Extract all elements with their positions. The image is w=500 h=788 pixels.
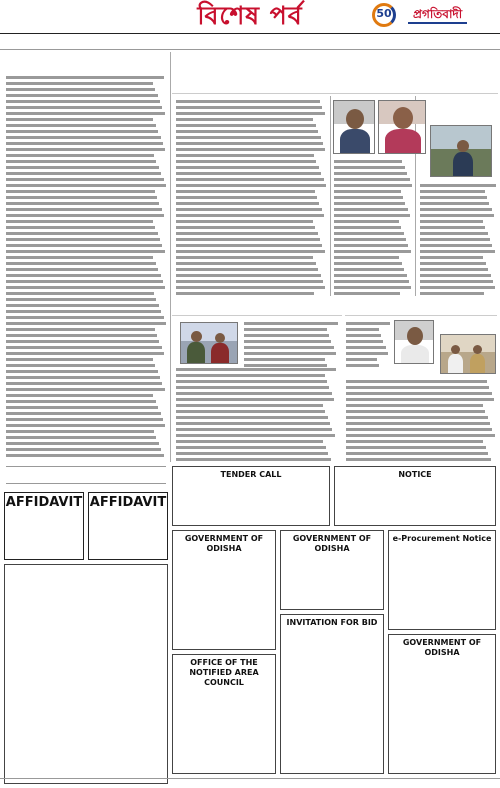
section-title: বিশেষ পর্ব	[197, 1, 303, 30]
text-line	[176, 166, 319, 169]
text-line	[334, 208, 408, 211]
text-line	[176, 398, 334, 401]
text-line	[6, 106, 162, 109]
text-line	[244, 334, 329, 337]
text-line	[6, 280, 163, 283]
text-line	[6, 196, 157, 199]
victim-photo-1	[333, 100, 375, 154]
text-line	[346, 334, 381, 337]
notice-ad-right	[334, 466, 496, 526]
text-line	[420, 262, 486, 265]
text-line	[334, 244, 408, 247]
text-line	[334, 214, 410, 217]
text-line	[346, 422, 490, 425]
invitation-for-bid-title: INVITATION FOR BID	[286, 618, 378, 627]
text-line	[6, 382, 162, 385]
text-line	[176, 232, 318, 235]
text-line	[244, 358, 325, 361]
text-line	[176, 244, 322, 247]
text-line	[6, 220, 153, 223]
text-line	[244, 364, 327, 367]
text-line	[6, 436, 156, 439]
page-footer	[0, 778, 500, 788]
e-procurement-ad	[388, 530, 496, 630]
text-line	[6, 394, 153, 397]
text-line	[420, 214, 494, 217]
text-line	[176, 154, 314, 157]
text-line	[6, 226, 155, 229]
text-line	[6, 340, 159, 343]
text-line	[334, 178, 410, 181]
govt-odisha-title: GOVERNMENT OF ODISHA	[184, 534, 264, 553]
text-line	[6, 376, 160, 379]
govt-odisha-title: GOVERNMENT OF ODISHA	[292, 534, 372, 553]
text-line	[176, 250, 325, 253]
text-line	[176, 274, 321, 277]
tender-call-title: TENDER CALL	[220, 470, 282, 479]
text-line	[176, 238, 320, 241]
scene-photo	[430, 125, 492, 177]
text-line	[346, 352, 388, 355]
text-line	[176, 226, 315, 229]
text-line	[346, 434, 495, 437]
text-line	[176, 404, 323, 407]
text-line	[6, 208, 162, 211]
text-line	[420, 232, 488, 235]
leader-photo	[394, 320, 434, 364]
left-bottom-headline	[6, 466, 166, 484]
text-line	[334, 184, 412, 187]
text-line	[420, 226, 485, 229]
text-line	[346, 398, 494, 401]
text-line	[176, 440, 323, 443]
text-line	[346, 452, 488, 455]
text-line	[346, 386, 489, 389]
text-line	[346, 340, 383, 343]
text-line	[346, 416, 488, 419]
text-line	[6, 118, 153, 121]
text-line	[6, 244, 162, 247]
text-line	[6, 202, 159, 205]
text-line	[6, 418, 163, 421]
text-line	[6, 346, 162, 349]
text-line	[176, 112, 325, 115]
text-line	[176, 410, 325, 413]
text-line	[346, 322, 390, 325]
text-line	[176, 286, 325, 289]
text-line	[6, 142, 163, 145]
text-line	[6, 304, 159, 307]
nac-title: OFFICE OF THE NOTIFIED AREA COUNCIL	[189, 658, 259, 687]
text-line	[420, 196, 487, 199]
govt-odisha-title: GOVERNMENT OF ODISHA	[402, 638, 482, 657]
text-line	[176, 292, 314, 295]
text-line	[6, 76, 164, 79]
text-line	[176, 130, 318, 133]
text-line	[176, 136, 321, 139]
column-divider	[330, 96, 331, 296]
text-line	[420, 202, 489, 205]
affidavit-ad-1	[4, 492, 84, 560]
text-line	[176, 386, 329, 389]
text-line	[176, 148, 325, 151]
text-line	[244, 322, 338, 325]
text-line	[346, 428, 492, 431]
text-line	[6, 184, 166, 187]
text-line	[334, 160, 402, 163]
text-line	[176, 190, 315, 193]
text-line	[6, 250, 165, 253]
text-line	[346, 380, 487, 383]
text-line	[176, 124, 316, 127]
text-line	[334, 268, 404, 271]
text-line	[6, 442, 159, 445]
text-line	[420, 286, 495, 289]
notice-ad-left	[4, 564, 168, 784]
text-line	[420, 208, 492, 211]
text-line	[334, 172, 407, 175]
text-line	[176, 416, 328, 419]
text-line	[176, 184, 326, 187]
text-line	[176, 256, 313, 259]
text-line	[6, 292, 154, 295]
text-line	[346, 364, 379, 367]
text-line	[346, 410, 485, 413]
text-line	[6, 274, 161, 277]
text-line	[6, 160, 156, 163]
govt-odisha-ad-3	[388, 634, 496, 774]
text-line	[6, 124, 156, 127]
text-line	[346, 440, 483, 443]
text-line	[176, 100, 320, 103]
text-line	[6, 388, 165, 391]
text-line	[6, 112, 165, 115]
column-divider	[170, 52, 171, 462]
affidavit-ad-2	[88, 492, 168, 560]
affidavit-heading: AFFIDAVIT	[5, 495, 83, 510]
text-line	[6, 256, 153, 259]
text-line	[6, 430, 154, 433]
text-line	[334, 190, 401, 193]
text-line	[420, 292, 484, 295]
text-line	[6, 154, 154, 157]
text-line	[6, 286, 165, 289]
text-line	[334, 226, 401, 229]
text-line	[6, 370, 158, 373]
text-line	[6, 364, 155, 367]
text-line	[420, 244, 492, 247]
text-line	[6, 400, 156, 403]
text-line	[6, 328, 155, 331]
text-line	[6, 172, 161, 175]
text-line	[6, 82, 153, 85]
text-line	[334, 274, 407, 277]
govt-odisha-ad-1	[172, 530, 276, 650]
text-line	[420, 280, 493, 283]
text-line	[176, 458, 331, 461]
text-line	[6, 334, 157, 337]
text-line	[334, 256, 399, 259]
dateline	[0, 36, 500, 50]
text-line	[6, 406, 158, 409]
text-line	[176, 142, 323, 145]
text-line	[6, 448, 161, 451]
text-line	[6, 100, 160, 103]
second-headline	[172, 298, 342, 316]
text-line	[334, 238, 406, 241]
text-line	[6, 322, 166, 325]
text-line	[176, 280, 323, 283]
text-line	[346, 346, 386, 349]
text-line	[176, 268, 318, 271]
text-line	[6, 166, 159, 169]
text-line	[6, 232, 158, 235]
text-line	[176, 434, 335, 437]
text-line	[176, 428, 332, 431]
text-line	[6, 298, 156, 301]
text-line	[176, 368, 336, 371]
text-line	[176, 208, 322, 211]
text-line	[6, 316, 164, 319]
text-line	[334, 220, 399, 223]
e-procurement-title: e-Procurement Notice	[392, 534, 492, 543]
text-line	[334, 250, 411, 253]
text-line	[334, 202, 405, 205]
text-line	[6, 88, 155, 91]
text-line	[176, 446, 326, 449]
text-line	[346, 328, 379, 331]
text-line	[6, 130, 158, 133]
tender-call-ad	[172, 466, 330, 526]
text-line	[6, 238, 160, 241]
text-line	[334, 232, 404, 235]
text-line	[6, 412, 161, 415]
masthead	[0, 0, 500, 34]
text-line	[244, 346, 334, 349]
text-line	[176, 106, 322, 109]
text-line	[6, 136, 161, 139]
third-headline	[345, 298, 497, 316]
text-line	[6, 190, 155, 193]
anniversary-number: 50	[376, 7, 392, 20]
text-line	[176, 422, 330, 425]
text-line	[244, 340, 331, 343]
text-line	[6, 310, 161, 313]
text-line	[176, 380, 327, 383]
text-line	[6, 178, 164, 181]
text-line	[176, 178, 324, 181]
text-line	[334, 280, 409, 283]
text-line	[346, 458, 491, 461]
text-line	[6, 352, 164, 355]
text-line	[176, 196, 317, 199]
text-line	[6, 262, 156, 265]
text-line	[420, 256, 483, 259]
govt-odisha-ad-2	[280, 530, 384, 610]
text-line	[6, 214, 164, 217]
hospital-photo	[180, 322, 238, 364]
anniversary-logo	[368, 3, 398, 29]
affidavit-heading: AFFIDAVIT	[89, 495, 167, 510]
text-line	[346, 358, 377, 361]
text-line	[176, 374, 325, 377]
text-line	[6, 358, 153, 361]
text-line	[6, 454, 164, 457]
text-line	[334, 166, 405, 169]
text-line	[176, 160, 316, 163]
victim-photo-2	[378, 100, 426, 154]
text-line	[346, 446, 486, 449]
text-line	[420, 220, 483, 223]
text-line	[420, 238, 490, 241]
text-line	[176, 392, 332, 395]
text-line	[334, 262, 402, 265]
text-line	[346, 392, 492, 395]
text-line	[420, 250, 495, 253]
text-line	[176, 172, 321, 175]
text-line	[176, 214, 324, 217]
text-line	[176, 202, 319, 205]
meeting-photo	[440, 334, 496, 374]
nac-ad	[172, 654, 276, 774]
text-line	[334, 196, 403, 199]
text-line	[244, 328, 327, 331]
text-line	[420, 268, 488, 271]
invitation-for-bid-ad	[280, 614, 384, 774]
text-line	[420, 190, 485, 193]
main-headline	[172, 60, 498, 94]
text-line	[420, 274, 491, 277]
text-line	[420, 184, 496, 187]
text-line	[334, 292, 400, 295]
text-line	[176, 220, 313, 223]
notice-title: NOTICE	[398, 470, 432, 479]
text-line	[244, 352, 336, 355]
newspaper-brand: প্রগতিবাদী	[408, 6, 467, 24]
text-line	[6, 268, 158, 271]
text-line	[6, 424, 165, 427]
text-line	[346, 404, 483, 407]
text-line	[6, 148, 165, 151]
text-line	[176, 262, 316, 265]
text-line	[6, 94, 158, 97]
text-line	[176, 452, 328, 455]
text-line	[334, 286, 411, 289]
text-line	[176, 118, 313, 121]
